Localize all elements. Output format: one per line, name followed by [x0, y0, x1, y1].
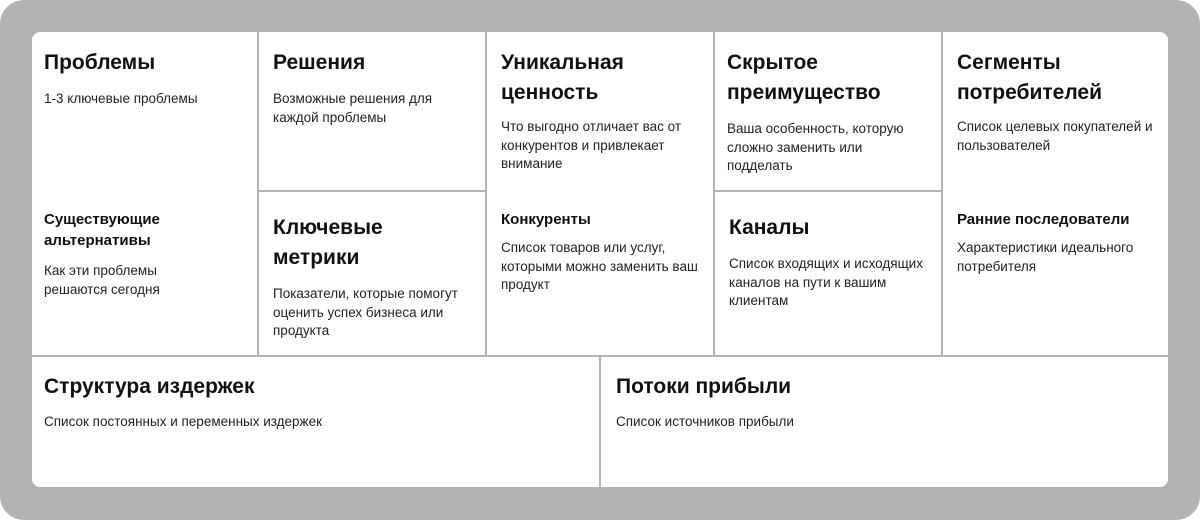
- early-adopters-description: Характеристики идеального потребителя: [957, 240, 1134, 274]
- problems-block: [32, 32, 257, 355]
- unique-value-description: Что выгодно отличает вас от конкурентов и привлекает внимание: [501, 119, 682, 171]
- early-adopters-title: Ранние последователи: [957, 211, 1130, 228]
- key-metrics-description: Показатели, которые помогут оценить успех бизнеса или продукта: [273, 286, 458, 338]
- customer-segments-block: [943, 32, 1168, 355]
- unique-value-title: Уникальная ценность: [501, 51, 624, 104]
- unfair-advantage-block: [715, 32, 941, 190]
- solutions-title: Решения: [273, 51, 366, 74]
- lean-canvas-board: [32, 32, 1168, 487]
- existing-alternatives-description: Как эти проблемы решаются сегодня: [44, 263, 160, 297]
- existing-alternatives-title: Существующие альтернативы: [44, 211, 160, 249]
- channels-description: Список входящих и исходящих каналов на пути к вашим клиентам: [729, 256, 923, 308]
- cost-structure-title: Структура издержек: [44, 375, 255, 398]
- solutions-description: Возможные решения для каждой проблемы: [273, 91, 433, 125]
- customer-segments-description: Список целевых покупателей и пользователей: [957, 119, 1153, 153]
- competitors-description: Список товаров или услуг, которыми можно заменить ваш продукт: [501, 240, 698, 292]
- competitors-title: Конкуренты: [501, 211, 591, 228]
- revenue-streams-description: Список источников прибыли: [616, 414, 794, 429]
- customer-segments-title: Сегменты потребителей: [957, 51, 1103, 104]
- unique-value-block: [487, 32, 713, 355]
- key-metrics-title: Ключевые метрики: [273, 216, 383, 269]
- problems-description: 1-3 ключевые проблемы: [44, 91, 198, 106]
- revenue-streams-block: [601, 357, 1168, 487]
- cost-structure-block: [32, 357, 599, 487]
- unfair-advantage-title: Скрытое преимущество: [727, 51, 881, 104]
- cost-structure-description: Список постоянных и переменных издержек: [44, 414, 323, 429]
- unfair-advantage-description: Ваша особенность, которую сложно заменить или подделать: [727, 121, 904, 173]
- channels-title: Каналы: [729, 216, 810, 239]
- problems-title: Проблемы: [44, 51, 156, 74]
- solutions-block: [259, 32, 485, 190]
- key-metrics-block: [259, 192, 485, 355]
- revenue-streams-title: Потоки прибыли: [616, 375, 792, 398]
- channels-block: [715, 192, 941, 355]
